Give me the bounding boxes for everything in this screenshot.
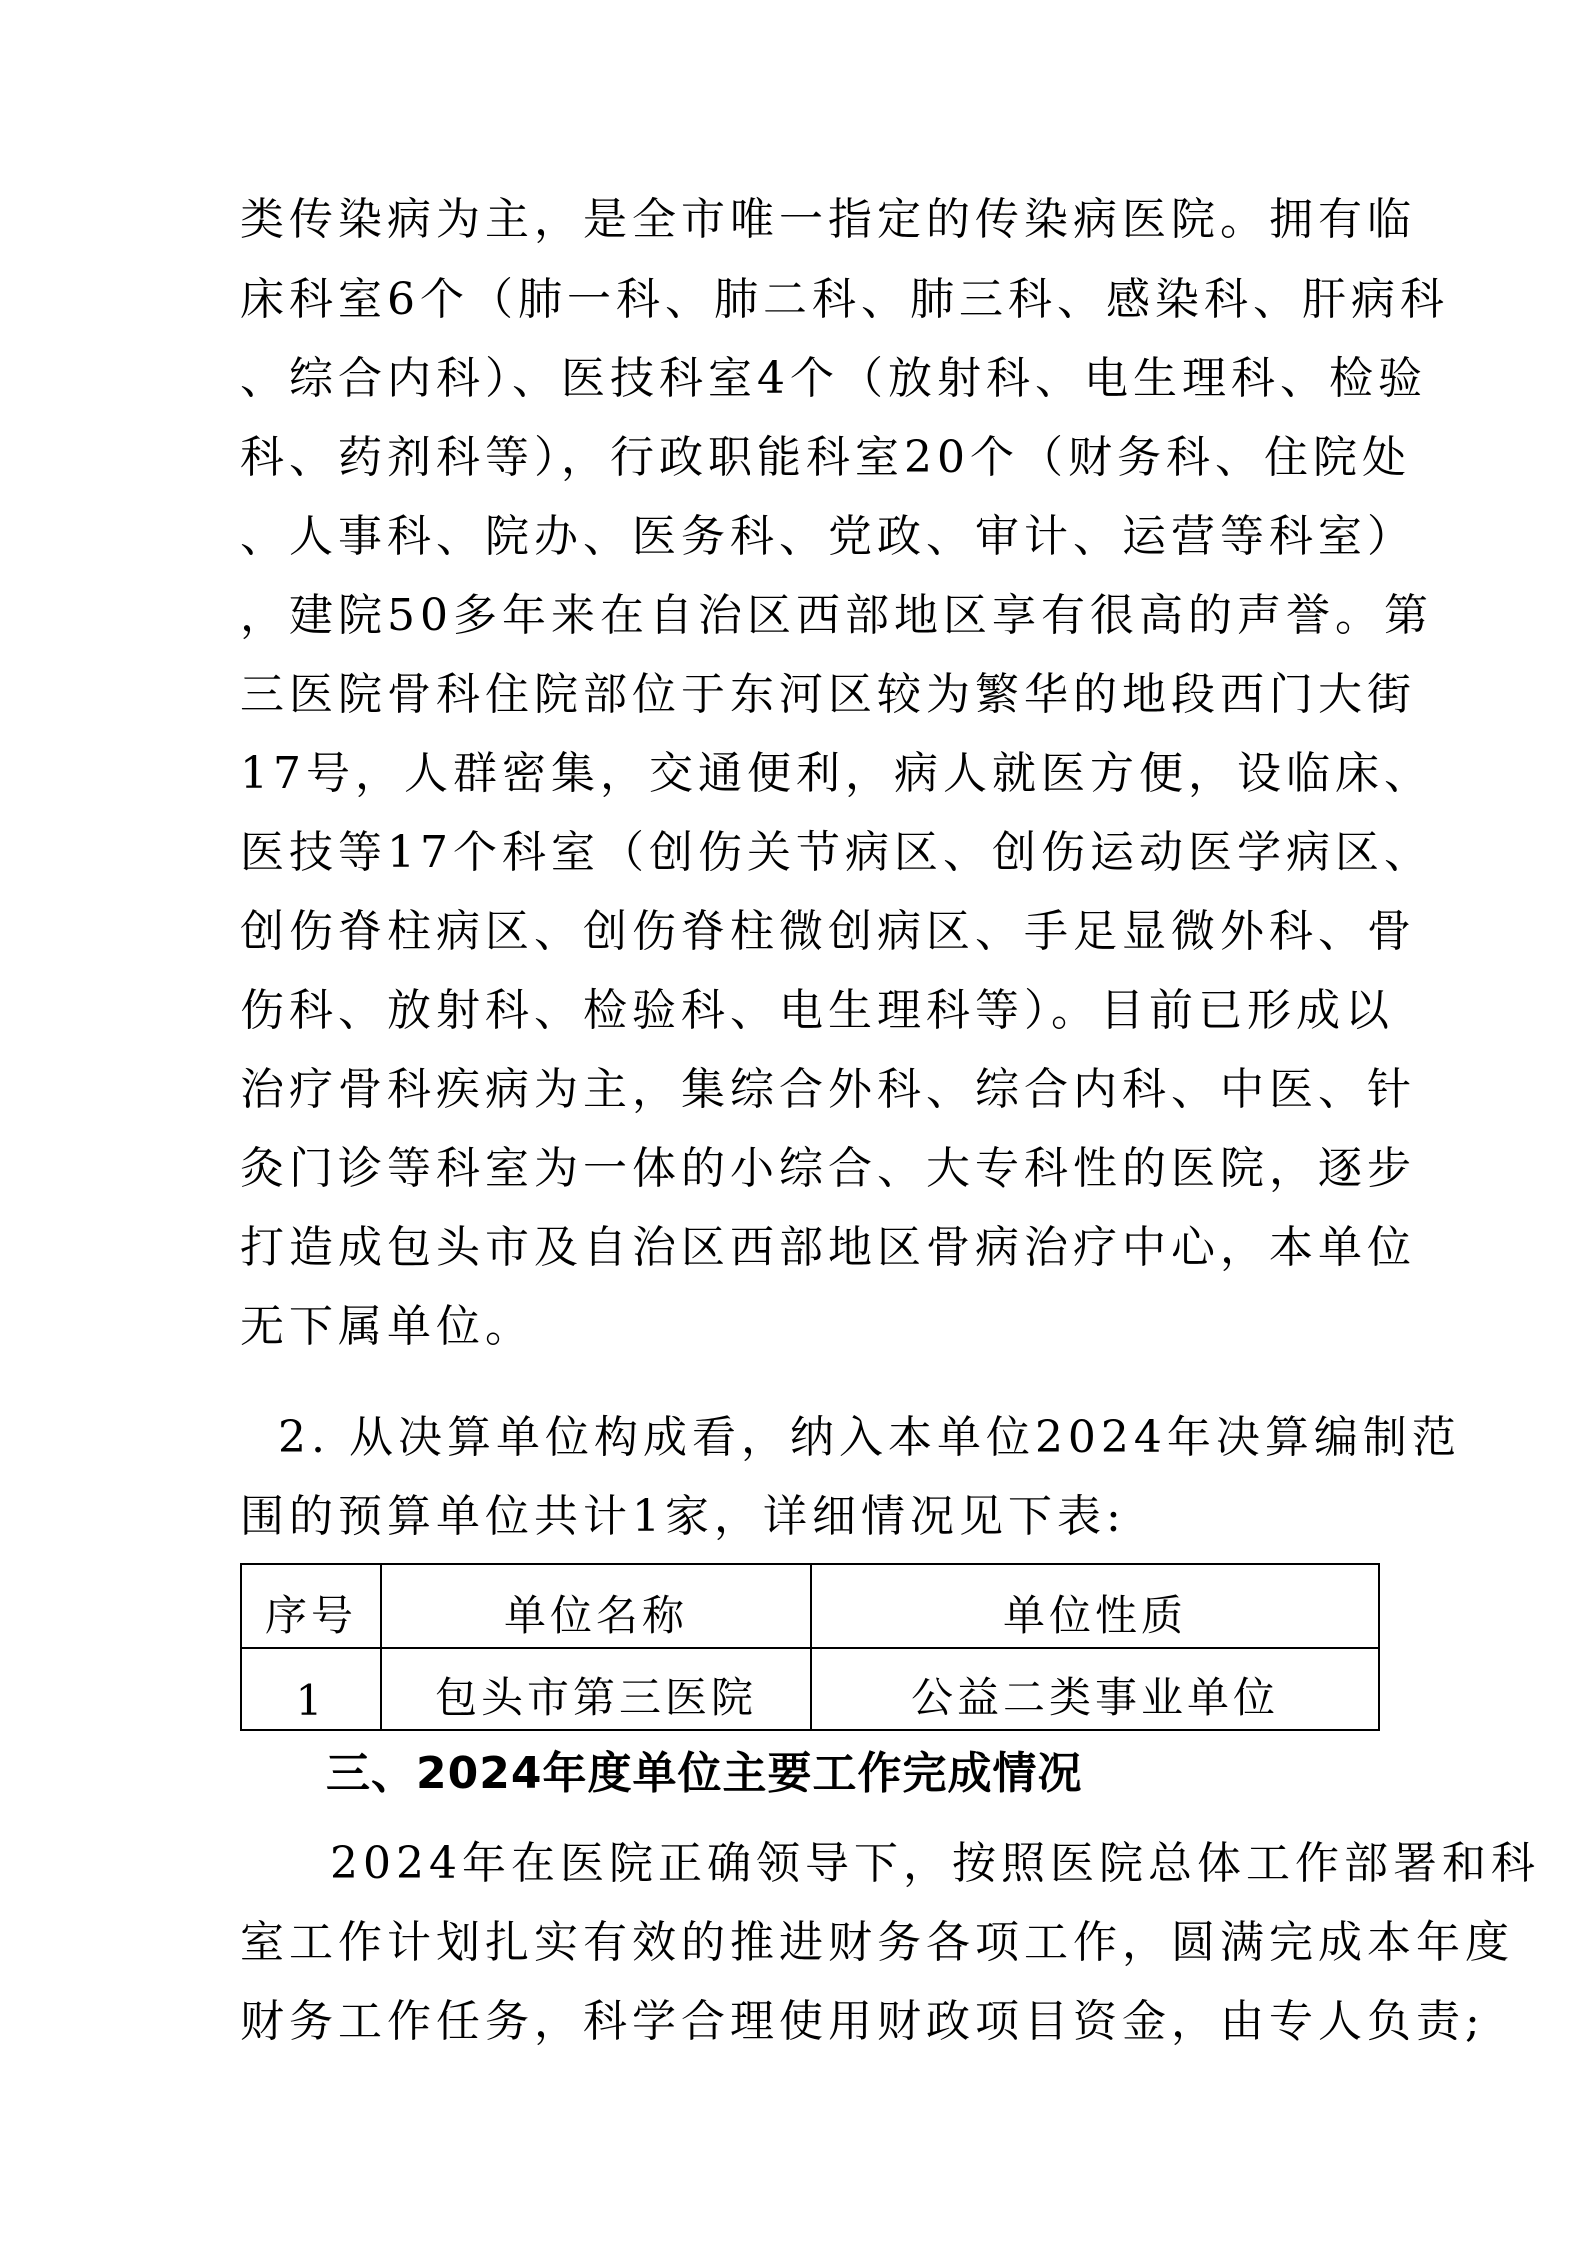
body-line: ，建院50多年来在自治区西部地区享有很高的声誉。第: [240, 590, 1433, 641]
table-cell: 公益二类事业单位: [811, 1648, 1379, 1730]
body-line: 打造成包头市及自治区西部地区骨病治疗中心，本单位: [240, 1222, 1416, 1273]
table-header-row: [241, 1564, 1379, 1648]
section-heading: 三、2024年度单位主要工作完成情况: [326, 1748, 1083, 1799]
body-line: 类传染病为主，是全市唯一指定的传染病医院。拥有临: [240, 194, 1416, 245]
body-line: 、综合内科）、医技科室4个（放射科、电生理科、检验: [240, 353, 1427, 404]
body-line: 三医院骨科住院部位于东河区较为繁华的地段西门大街: [240, 669, 1416, 720]
body-line: 灸门诊等科室为一体的小综合、大专科性的医院，逐步: [240, 1143, 1416, 1194]
table-header-cell: 序号: [241, 1564, 381, 1648]
body-line: 治疗骨科疾病为主，集综合外科、综合内科、中医、针: [240, 1064, 1416, 1115]
body-line: 床科室6个（肺一科、肺二科、肺三科、感染科、肝病科: [240, 274, 1449, 325]
body-line: 创伤脊柱病区、创伤脊柱微创病区、手足显微外科、骨: [240, 906, 1416, 957]
paragraph-line: 室工作计划扎实有效的推进财务各项工作，圆满完成本年度: [240, 1917, 1514, 1968]
body-line: 、人事科、院办、医务科、党政、审计、运营等科室）: [240, 511, 1416, 562]
paragraph-line: 围的预算单位共计1家，详细情况见下表:: [240, 1491, 1126, 1542]
unit-table: [240, 1563, 1380, 1731]
body-line: 17号，人群密集，交通便利，病人就医方便，设临床、: [240, 748, 1433, 799]
paragraph-line: 2024年在医院正确领导下，按照医院总体工作部署和科: [330, 1838, 1540, 1889]
body-line: 医技等17个科室（创伤关节病区、创伤运动医学病区、: [240, 827, 1433, 878]
table-header-cell: 单位名称: [381, 1564, 811, 1648]
body-line: 科、药剂科等），行政职能科室20个（财务科、住院处: [240, 432, 1411, 483]
paragraph-line: 2. 从决算单位构成看，纳入本单位2024年决算编制范: [240, 1412, 1461, 1463]
paragraph-line: 财务工作任务，科学合理使用财政项目资金，由专人负责;: [240, 1996, 1485, 2047]
table-row: [241, 1648, 1379, 1730]
table-cell: 1: [241, 1648, 381, 1730]
body-line: 伤科、放射科、检验科、电生理科等）。目前已形成以: [240, 985, 1394, 1036]
body-line: 无下属单位。: [240, 1301, 534, 1352]
table-header-cell: 单位性质: [811, 1564, 1379, 1648]
table-cell: 包头市第三医院: [381, 1648, 811, 1730]
